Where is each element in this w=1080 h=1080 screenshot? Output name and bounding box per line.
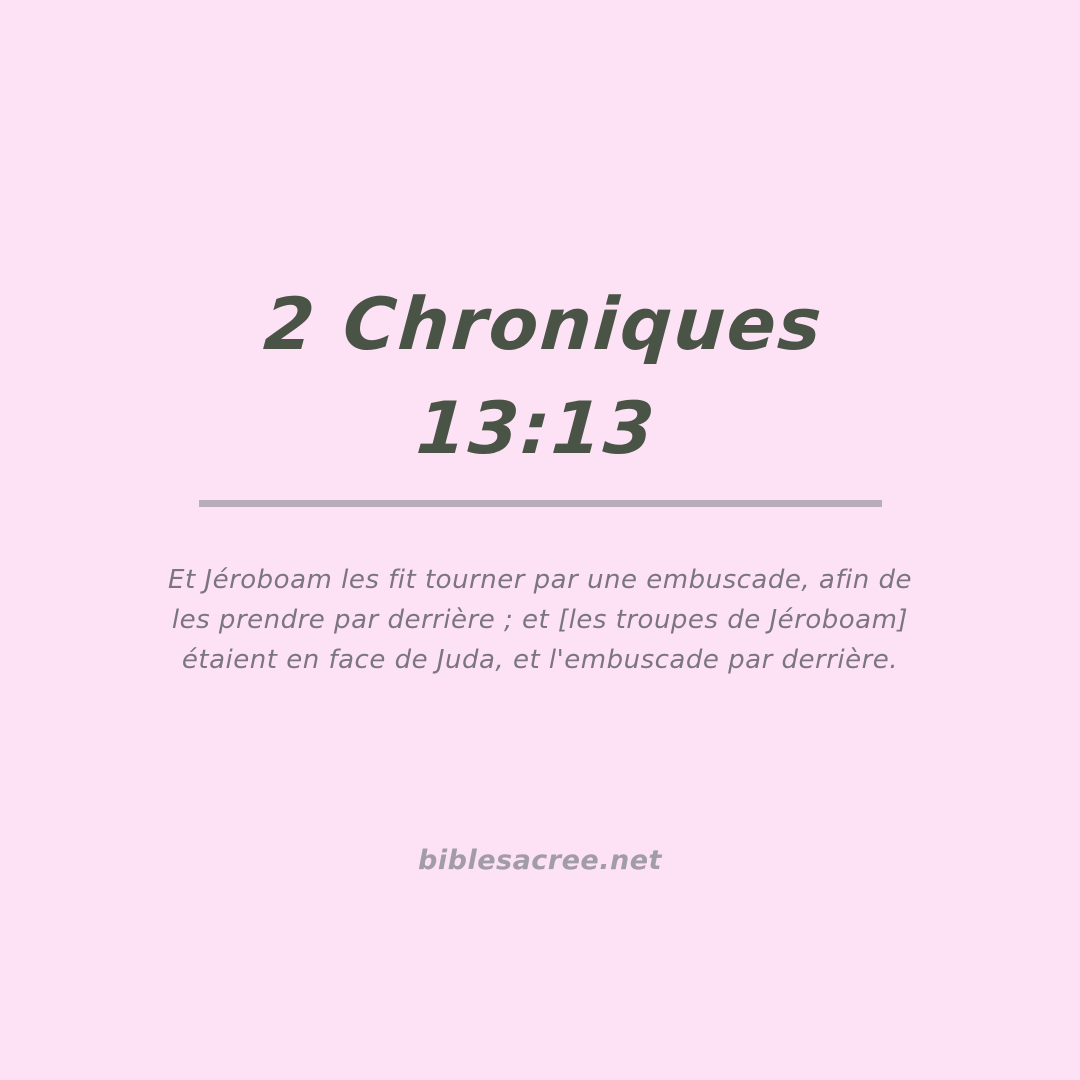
divider — [199, 500, 882, 507]
verse-reference: 13:13 — [413, 386, 659, 470]
verse-title — [0, 272, 1080, 480]
verse-book-title: 2 Chroniques — [261, 282, 826, 366]
verse-text-line: étaient en face de Juda, et l'embuscade par derrière. — [181, 645, 899, 675]
verse-text-line: les prendre par derrière ; et [les troupes de Jéroboam] — [171, 605, 909, 635]
site-attribution: biblesacree.net — [418, 845, 662, 876]
verse-text — [0, 560, 1080, 680]
verse-text-line: Et Jéroboam les fit tourner par une embuscade, afin de — [168, 565, 912, 595]
